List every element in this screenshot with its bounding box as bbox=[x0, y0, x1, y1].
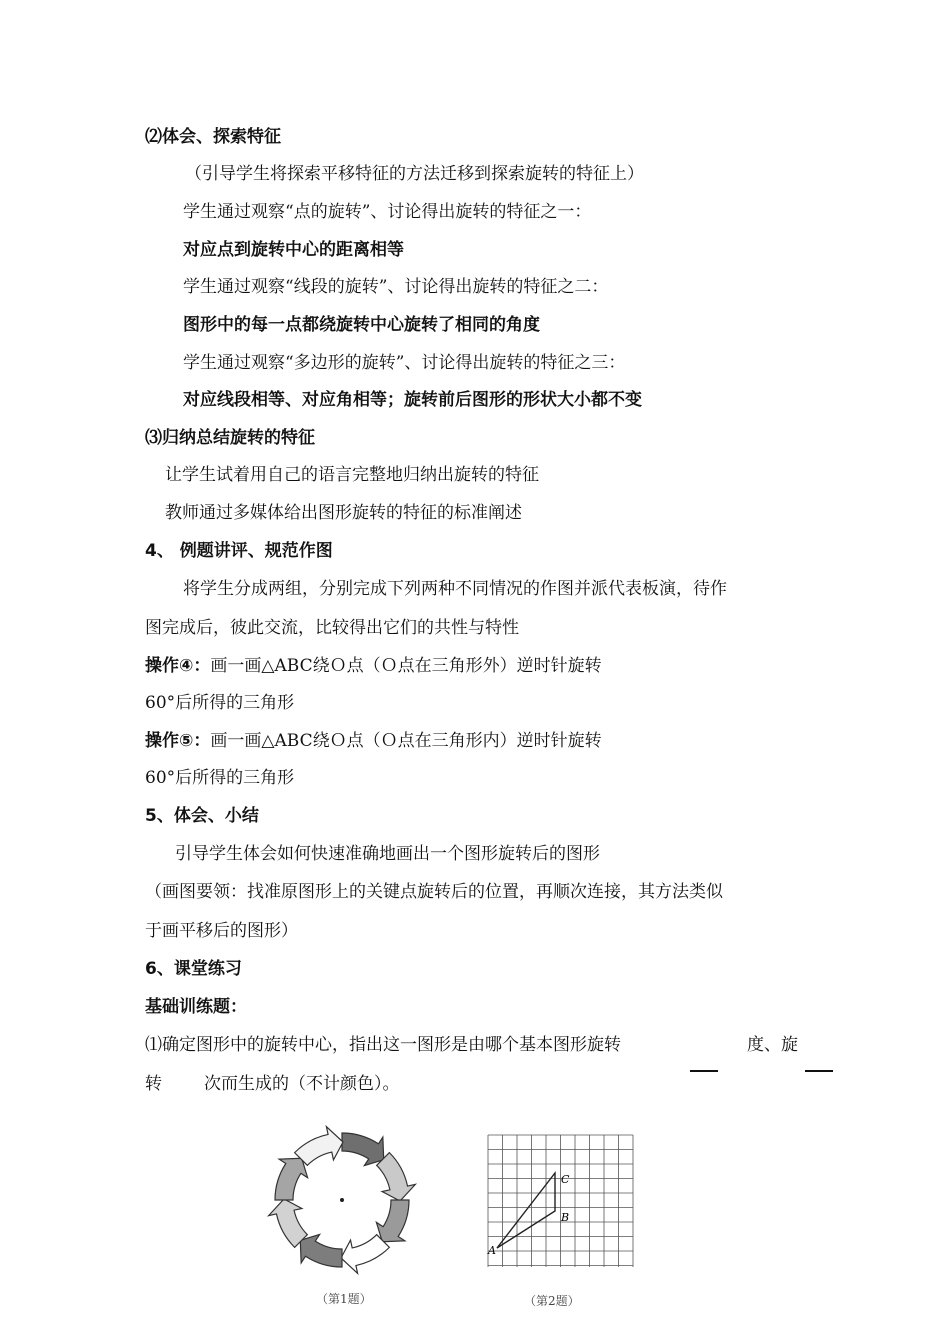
exercise-1-text-continued-b: 次而生成的（不计颜色）。 bbox=[204, 1074, 400, 1094]
guide-text: （引导学生将探索平移特征的方法迁移到探索旋转的特征上） bbox=[185, 164, 644, 184]
point-c-label: C bbox=[561, 1173, 570, 1186]
section-heading-practice: 6、课堂练习 bbox=[145, 959, 242, 979]
operation-5-continued: 60°后所得的三角形 bbox=[145, 768, 295, 788]
observation-point-text: 学生通过观察“点的旋转”、讨论得出旋转的特征之一： bbox=[183, 202, 592, 222]
exercise-1-text: ⑴确定图形中的旋转中心，指出这一图形是由哪个基本图形旋转 bbox=[145, 1035, 621, 1055]
grid bbox=[488, 1135, 633, 1267]
curved-arrow bbox=[376, 1200, 409, 1242]
answer-blank-times[interactable] bbox=[805, 1070, 833, 1072]
operation-5-label: 操作⑤： bbox=[145, 731, 211, 751]
curved-arrow bbox=[342, 1133, 384, 1166]
operation-5 bbox=[145, 730, 602, 752]
feature-one: 对应点到旋转中心的距离相等 bbox=[183, 240, 404, 260]
summary-text-students: 让学生试着用自己的语言完整地归纳出旋转的特征 bbox=[165, 465, 539, 485]
examples-text-line1: 将学生分成两组，分别完成下列两种不同情况的作图并派代表板演，待作 bbox=[183, 579, 727, 599]
curved-arrow bbox=[300, 1234, 342, 1267]
operation-4 bbox=[145, 655, 602, 677]
drawing-tips-line1: （画图要领：找准原图形上的关键点旋转后的位置，再顺次连接，其方法类似 bbox=[145, 882, 723, 902]
rotating-arrows-figure bbox=[258, 1118, 426, 1290]
exercise-1-text-continued-a: 转 bbox=[145, 1074, 162, 1094]
reflection-text: 引导学生体会如何快速准确地画出一个图形旋转后的图形 bbox=[175, 844, 600, 864]
feature-three: 对应线段相等、对应角相等；旋转前后图形的形状大小都不变 bbox=[183, 390, 642, 410]
operation-5-text: 画一画△ABC绕Ｏ点（Ｏ点在三角形内）逆时针旋转 bbox=[210, 731, 602, 751]
examples-text-line2: 图完成后，彼此交流，比较得出它们的共性与特性 bbox=[145, 618, 519, 638]
observation-segment-text: 学生通过观察“线段的旋转”、讨论得出旋转的特征之二： bbox=[183, 277, 609, 297]
curved-arrow bbox=[341, 1235, 389, 1274]
feature-two: 图形中的每一点都绕旋转中心旋转了相同的角度 bbox=[183, 315, 540, 335]
section-heading-examples: 4、 例题讲评、规范作图 bbox=[145, 541, 333, 561]
exercise-1-degree-text: 度、旋 bbox=[747, 1035, 798, 1055]
grid-triangle-figure bbox=[484, 1131, 634, 1271]
answer-blank-degrees[interactable] bbox=[690, 1070, 718, 1072]
section-heading-reflection: 5、体会、小结 bbox=[145, 806, 259, 826]
curved-arrow bbox=[295, 1127, 343, 1166]
curved-arrow bbox=[275, 1158, 308, 1200]
figure-2-caption: （第2题） bbox=[524, 1294, 580, 1308]
curved-arrow bbox=[269, 1199, 308, 1247]
curved-arrow bbox=[377, 1153, 416, 1201]
drawing-tips-line2: 于画平移后的图形） bbox=[145, 921, 298, 941]
observation-polygon-text: 学生通过观察“多边形的旋转”、讨论得出旋转的特征之三： bbox=[183, 353, 626, 373]
operation-4-text: 画一画△ABC绕Ｏ点（Ｏ点在三角形外）逆时针旋转 bbox=[210, 656, 602, 676]
rotation-center-dot bbox=[340, 1198, 344, 1202]
operation-4-continued: 60°后所得的三角形 bbox=[145, 693, 295, 713]
basic-training-heading: 基础训练题： bbox=[145, 997, 247, 1017]
operation-4-label: 操作④： bbox=[145, 656, 211, 676]
section-heading-summary: ⑶归纳总结旋转的特征 bbox=[145, 428, 315, 448]
figure-1-caption: （第1题） bbox=[316, 1292, 372, 1306]
summary-text-teacher: 教师通过多媒体给出图形旋转的特征的标准阐述 bbox=[165, 503, 522, 523]
point-b-label: B bbox=[561, 1211, 570, 1224]
point-a-label: A bbox=[488, 1244, 496, 1257]
section-heading-explore: ⑵体会、探索特征 bbox=[145, 127, 281, 147]
